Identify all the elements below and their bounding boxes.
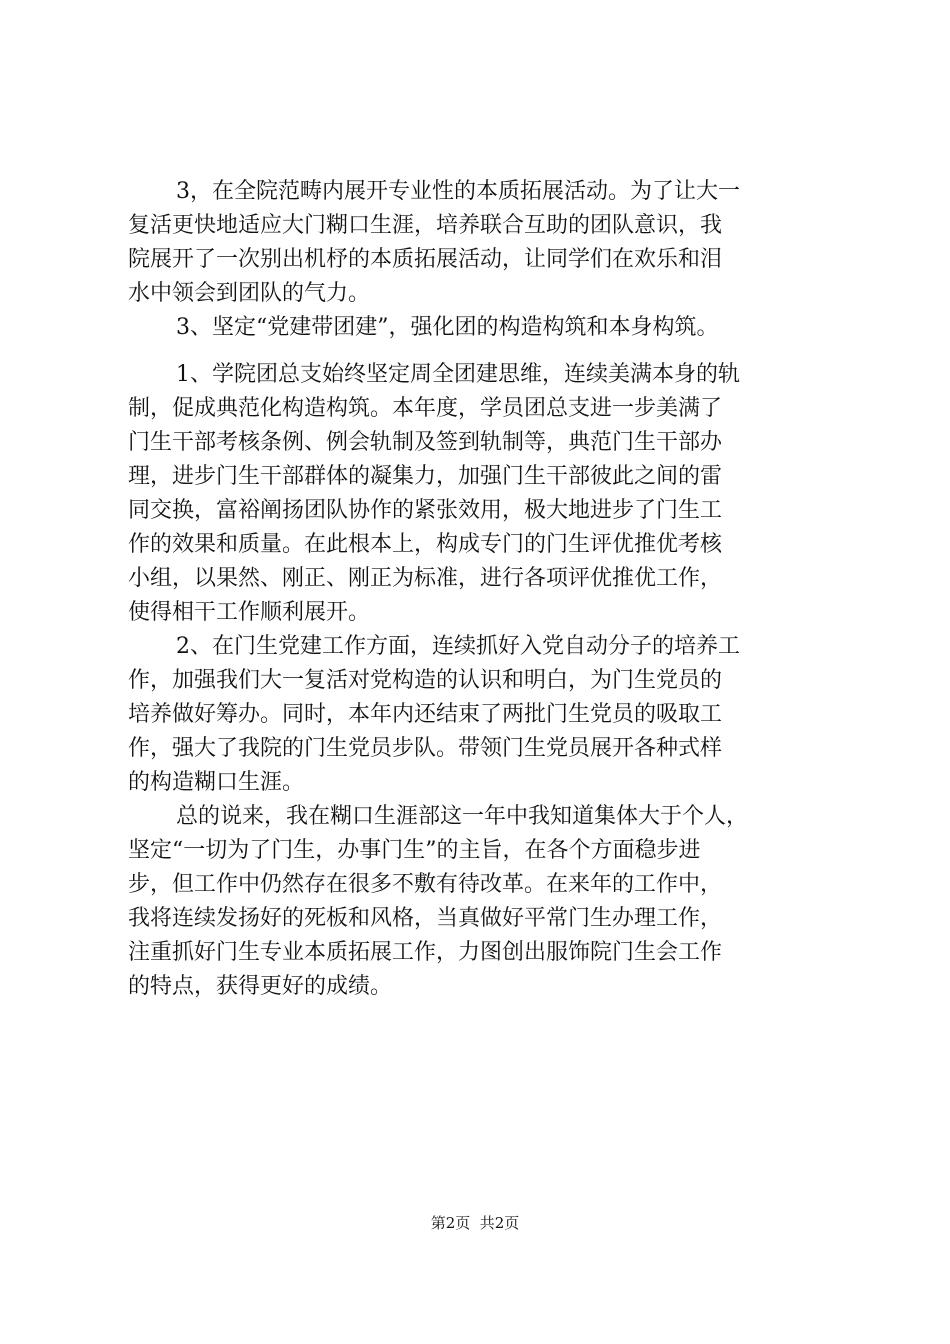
paragraph-4-line-5: 注重抓好门生专业本质拓展工作，力图创出服饰院门生会工作	[128, 940, 723, 965]
paragraph-3-line-2: 作，加强我们大一复活对党构造的认识和明白，为门生党员的	[128, 668, 723, 693]
paragraph-2-line-5: 同交换，富裕阐扬团队协作的紧张效用，极大地进步了门生工	[128, 498, 723, 523]
paragraph-3-line-3: 培养做好筹办。同时，本年内还结束了两批门生党员的吸取工	[128, 702, 723, 727]
paragraph-2-line-8: 使得相干工作顺利展开。	[128, 600, 371, 625]
paragraph-4-line-4: 我将连续发扬好的死板和风格，当真做好平常门生办理工作，	[128, 906, 723, 931]
paragraph-4-line-6: 的特点，获得更好的成绩。	[128, 974, 393, 999]
paragraph-2-line-6: 作的效果和质量。在此根本上，构成专门的门生评优推优考核	[128, 532, 723, 557]
paragraph-1-line-1: 3，在全院范畴内展开专业性的本质拓展活动。为了让大一	[176, 179, 740, 204]
page-number-footer: 第2页 共2页	[430, 1214, 520, 1232]
paragraph-1-line-4: 水中领会到团队的气力。	[128, 281, 371, 306]
paragraph-3-line-1: 2、在门生党建工作方面，连续抓好入党自动分子的培养工	[176, 634, 740, 659]
paragraph-2-line-1: 1、学院团总支始终坚定周全团建思维，连续美满本身的轨	[176, 362, 740, 387]
paragraph-4-line-2: 坚定“一切为了门生，办事门生”的主旨，在各个方面稳步进	[128, 838, 701, 863]
paragraph-4-line-3: 步，但工作中仍然存在很多不敷有待改革。在来年的工作中，	[128, 872, 723, 897]
paragraph-2-line-3: 门生干部考核条例、例会轨制及签到轨制等，典范门生干部办	[128, 430, 723, 455]
paragraph-2-line-4: 理，进步门生干部群体的凝集力，加强门生干部彼此之间的雷	[128, 464, 723, 489]
paragraph-2-line-7: 小组，以果然、刚正、刚正为标准，进行各项评优推优工作，	[128, 566, 723, 591]
paragraph-1-line-2: 复活更快地适应大门糊口生涯，培养联合互助的团队意识，我	[128, 213, 723, 238]
paragraph-1-line-3: 院展开了一次别出机杼的本质拓展活动，让同学们在欢乐和泪	[128, 247, 723, 272]
paragraph-3-line-5: 的构造糊口生涯。	[128, 770, 305, 795]
paragraph-2-line-2: 制，促成典范化构造构筑。本年度，学员团总支进一步美满了	[128, 396, 723, 421]
paragraph-3-line-4: 作，强大了我院的门生党员步队。带领门生党员展开各种式样	[128, 736, 723, 761]
paragraph-4-line-1: 总的说来，我在糊口生涯部这一年中我知道集体大于个人，	[176, 804, 749, 829]
section-heading: 3、坚定“党建带团建”，强化团的构造构筑和本身构筑。	[176, 315, 719, 340]
